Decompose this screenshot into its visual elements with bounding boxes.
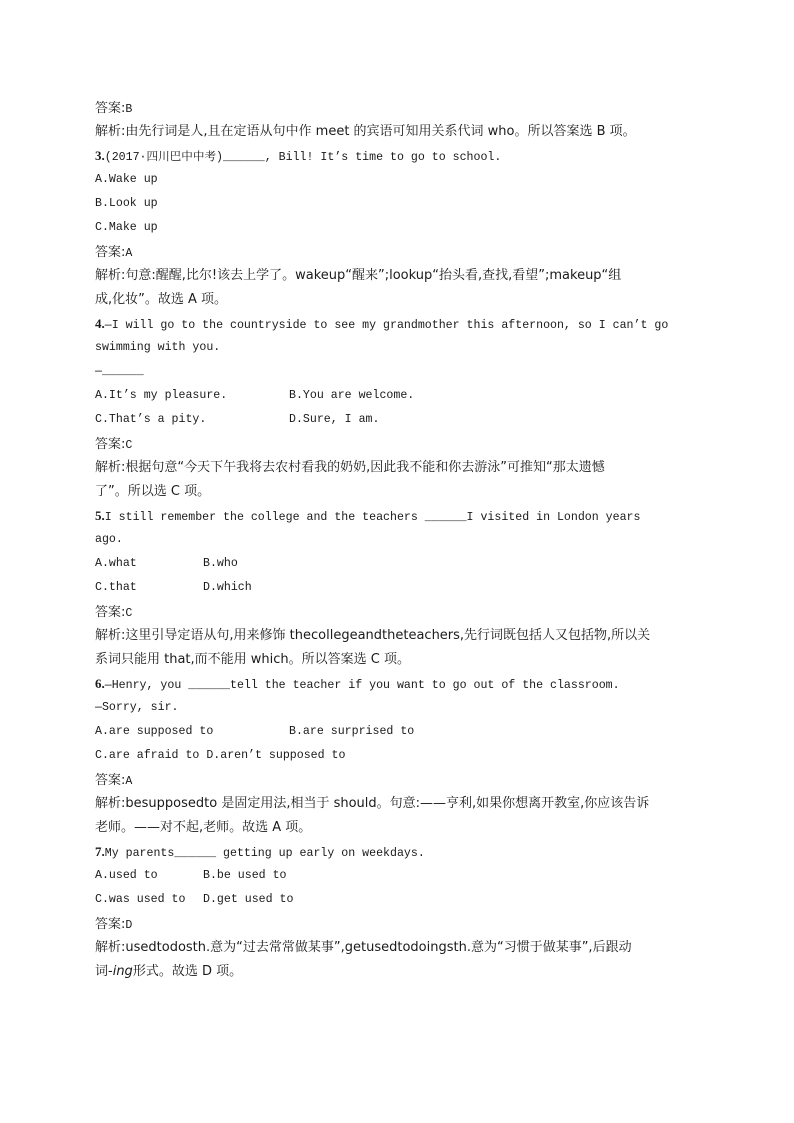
analysis-label: 解析: [95,940,126,955]
question-number: 3. [95,148,105,163]
analysis-text: 词- [95,964,113,979]
analysis-line-cont: 老师。——对不起,老师。故选 A 项。 [95,820,312,835]
question-text: I still remember the college and the teachers ______I visited in London years [104,511,641,524]
answer-label: 答案: [95,245,126,260]
analysis-line [95,940,632,956]
question-3-stem [95,148,501,166]
option-c-d: C.are afraid to D.aren’t supposed to [95,749,346,762]
analysis-label: 解析: [95,268,126,283]
option-c: C.that [95,581,137,594]
answer-label: 答案: [95,437,126,452]
option-a: A.are supposed to [95,725,214,738]
analysis-line-cont: 成,化妆”。故选 A 项。 [95,292,228,307]
option-b: B.You are welcome. [289,389,415,402]
answer-line [95,244,132,262]
analysis-text: 这里引导定语从句,用来修饰 thecollegeandtheteachers,先行词既包括人又包括物,所以关 [125,628,651,643]
option-a: A.It’s my pleasure. [95,389,228,402]
analysis-text: usedtodosth.意为“过去常常做某事”,getusedtodoingsth.意为“习惯于做某事”,后跟动 [125,940,632,955]
option-b: B.be used to [203,869,287,882]
answer-line [95,100,132,118]
option-b: B.who [203,557,238,570]
option-c: C.That’s a pity. [95,413,207,426]
answer-line [95,436,132,454]
answer-label: 答案: [95,101,126,116]
option-b: B.are surprised to [289,725,415,738]
answer-value: C [125,607,133,620]
analysis-text: 根据句意“今天下午我将去农村看我的奶奶,因此我不能和你去游泳”可推知“那太遗憾 [125,460,605,475]
analysis-text: besupposedto 是固定用法,相当于 should。句意:——亨利,如果你想离开教室,你应该告诉 [125,796,650,811]
analysis-line [95,268,621,284]
analysis-text: 句意:醒醒,比尔!该去上学了。wakeup“醒来”;lookup“抬头看,查找,看望”;makeup“组 [125,268,622,283]
analysis-line-cont: 系词只能用 that,而不能用 which。所以答案选 C 项。 [95,652,411,667]
option-c: C.was used to [95,893,186,906]
option-a: A.used to [95,869,158,882]
analysis-line [95,628,650,644]
question-text-cont: —Sorry, sir. [95,701,179,714]
analysis-line-cont: 了”。所以选 C 项。 [95,484,211,499]
option-d: D.which [203,581,252,594]
answer-value: B [125,103,133,116]
question-number: 6. [95,676,105,691]
analysis-text: 由先行词是人,且在定语从句中作 meet 的宾语可知用关系代词 who。所以答案选 B 项。 [125,124,636,139]
analysis-text: 形式。故选 D 项。 [132,964,243,979]
answer-value: C [125,439,133,452]
question-text-cont: ago. [95,533,123,546]
question-text-cont: swimming with you. [95,341,221,354]
answer-value: D [125,919,133,932]
question-6-stem [95,676,620,694]
analysis-label: 解析: [95,628,126,643]
question-text: My parents______ getting up early on weekdays. [104,847,425,860]
answer-label: 答案: [95,605,126,620]
question-number: 7. [95,844,105,859]
answer-value: A [125,247,133,260]
option-b: B.Look up [95,197,158,210]
analysis-label: 解析: [95,124,126,139]
answer-line [95,772,132,790]
analysis-line-cont [95,964,242,980]
question-5-stem [95,508,640,526]
answer-label: 答案: [95,917,126,932]
analysis-line [95,460,605,476]
answer-line [95,916,132,934]
analysis-italic-suffix: ing [112,964,133,979]
analysis-line [95,796,649,812]
answer-label: 答案: [95,773,126,788]
option-a: A.Wake up [95,173,158,186]
question-text: (2017·四川巴中中考)______, Bill! It’s time to go to school. [104,151,502,164]
question-7-stem [95,844,425,862]
analysis-label: 解析: [95,796,126,811]
analysis-line [95,124,636,140]
option-d: D.Sure, I am. [289,413,380,426]
option-a: A.what [95,557,137,570]
question-number: 4. [95,316,105,331]
option-d: D.get used to [203,893,294,906]
option-c: C.Make up [95,221,158,234]
question-blank-reply: —______ [95,365,144,378]
answer-value: A [125,775,133,788]
question-text: —Henry, you ______tell the teacher if you want to go out of the classroom. [104,679,620,692]
question-4-stem [95,316,668,334]
analysis-label: 解析: [95,460,126,475]
answer-line [95,604,132,622]
question-text: —I will go to the countryside to see my grandmother this afternoon, so I can’t go [104,319,669,332]
question-number: 5. [95,508,105,523]
